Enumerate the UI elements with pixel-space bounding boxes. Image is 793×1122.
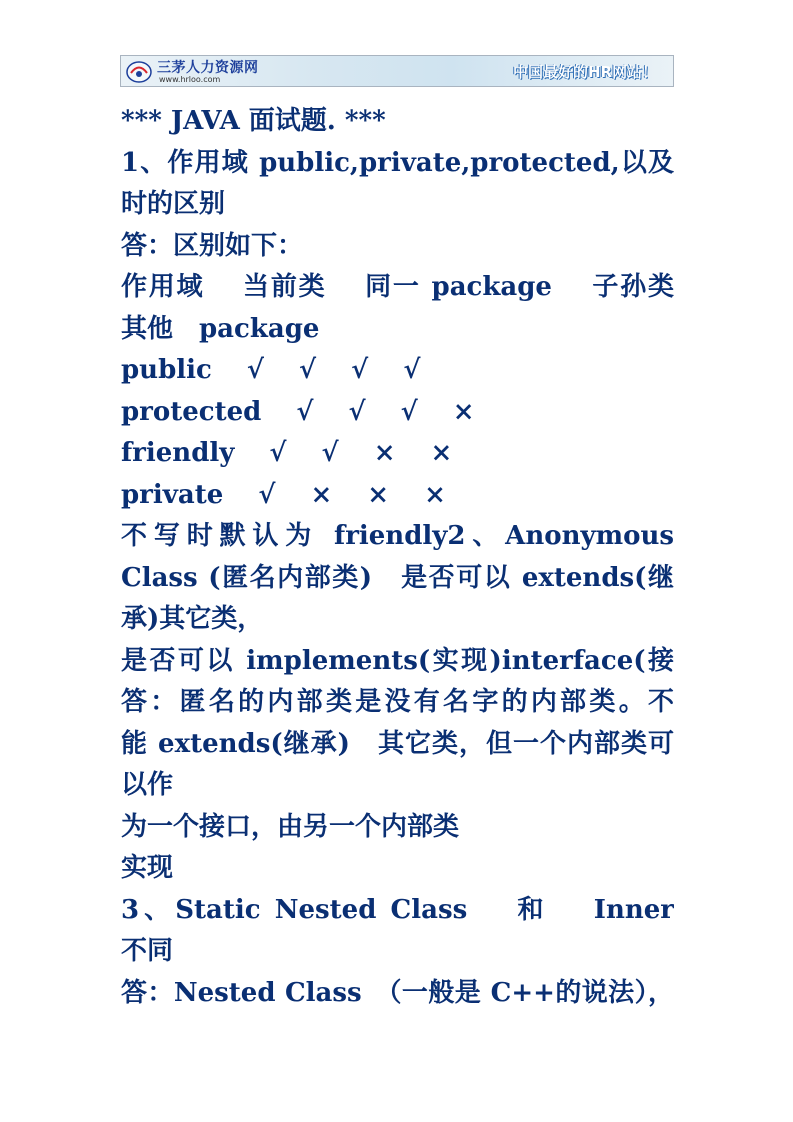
hrloo-logo-icon	[125, 58, 153, 84]
site-banner[interactable]	[120, 55, 674, 87]
scope-row-private: private √ × × ×	[121, 479, 446, 510]
answer-1-intro: 答：区别如下：	[121, 230, 304, 261]
question-1-line: 1、作用域 public,private,protected,以及	[121, 147, 674, 178]
scope-table-header-cont: 其他 package	[121, 313, 320, 344]
question-2-line: 不写时默认为 friendly2、Anonymous	[121, 521, 674, 551]
banner-url: www.hrloo.com	[159, 75, 221, 84]
question-2-cont: 是否可以 implements(实现)interface(接	[121, 645, 674, 676]
scope-row-protected: protected √ √ √ ×	[121, 396, 475, 427]
answer-2-line: 答：匿名的内部类是没有名字的内部类。不	[121, 687, 674, 717]
answer-2-cont: 能 extends(继承) 其它类，但一个内部类可	[121, 728, 674, 759]
document-body	[121, 101, 674, 1014]
banner-slogan: 中国最好的HR网站！	[513, 63, 658, 81]
question-2-cont: 承)其它类，	[121, 604, 264, 634]
scope-row-public: public √ √ √ √	[121, 355, 421, 385]
answer-2-cont: 实现	[121, 853, 174, 883]
question-1-cont: 时的区别	[121, 189, 226, 219]
banner-brand-name: 三茅人力资源网	[157, 60, 259, 76]
question-3-line: 3、Static Nested Class 和 Inner	[121, 894, 674, 925]
answer-2-cont: 为一个接口，由另一个内部类	[121, 811, 460, 842]
doc-title: *** JAVA 面试题. ***	[121, 106, 386, 136]
answer-3-line: 答：Nested Class （一般是 C++的说法），	[121, 977, 674, 1008]
question-2-cont: Class (匿名内部类) 是否可以 extends(继	[121, 562, 674, 593]
scope-row-friendly: friendly √ √ × ×	[121, 438, 453, 468]
question-3-cont: 不同	[121, 936, 174, 966]
scope-table-header: 作用域 当前类 同一 package 子孙类	[121, 272, 674, 302]
answer-2-cont: 以作	[121, 770, 174, 800]
